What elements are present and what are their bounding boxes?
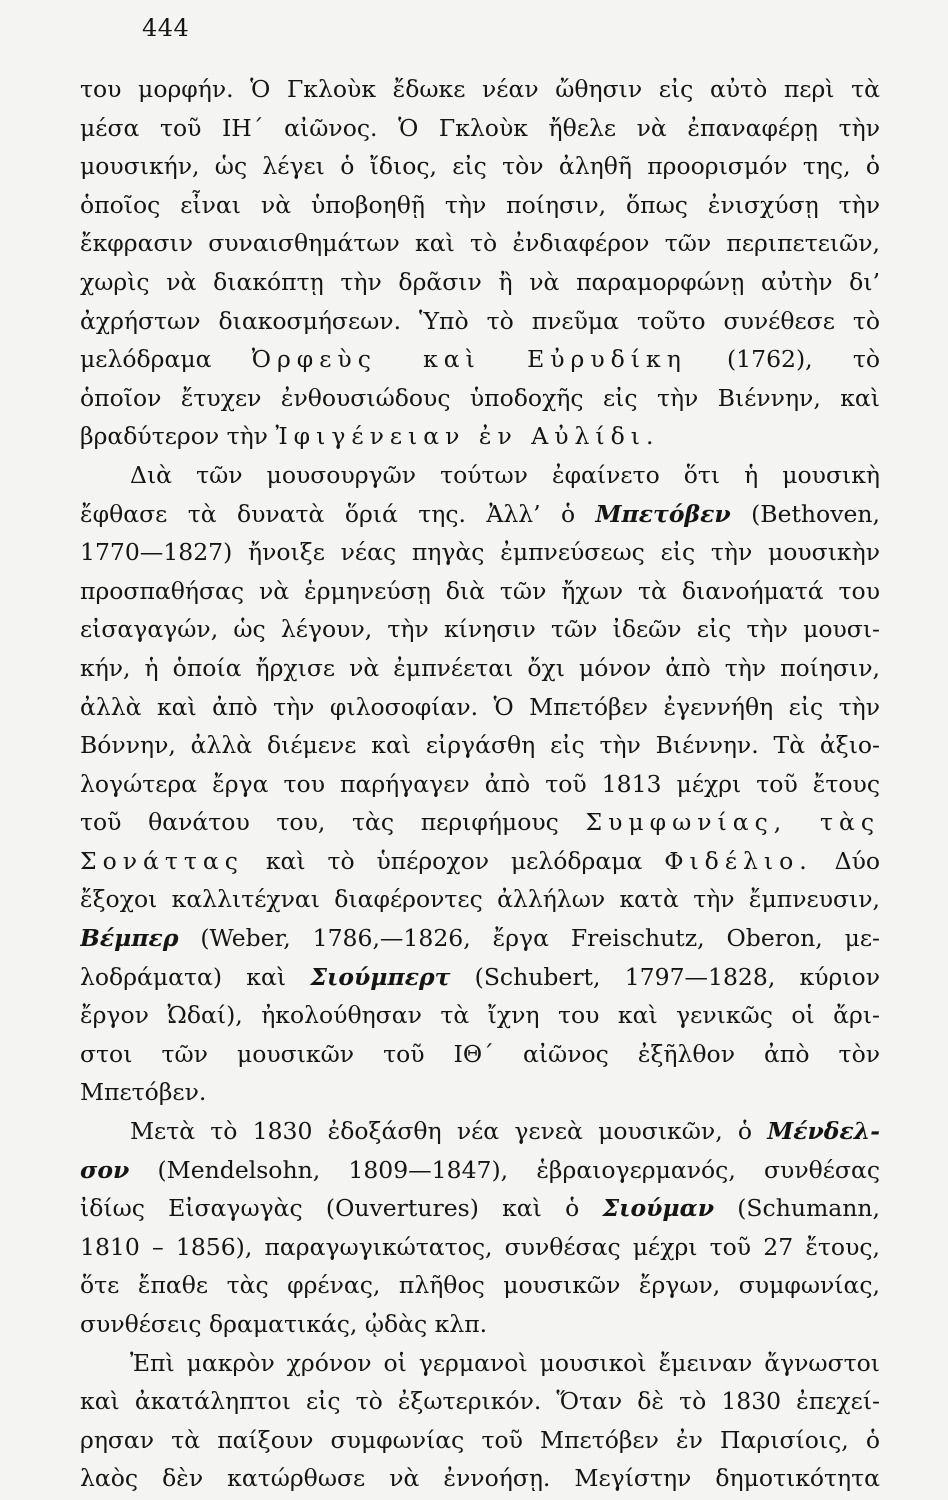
text-line	[80, 1382, 880, 1421]
text-line	[80, 1112, 880, 1151]
text-body	[80, 70, 880, 1498]
text-line	[80, 70, 880, 109]
text-run: ἔκφρασιν συναισθημάτων καὶ τὸ ἐνδιαφέρον τῶν περιπετειῶν,	[80, 229, 880, 258]
text-line	[80, 147, 880, 186]
spaced-title: Σονάττας	[80, 846, 244, 875]
text-run: (Mendelsohn, 1809—1847), ἑβραιογερμανός, συνθέσας	[129, 1155, 880, 1184]
text-line	[80, 842, 880, 881]
text-run: ρησαν τὰ παίξουν συμφωνίας τοῦ Μπετόβεν ἐν Παρισίοις, ὁ	[80, 1425, 880, 1454]
text-line	[80, 1421, 880, 1460]
text-run: του μορφήν. Ὁ Γκλοὺκ ἔδωκε νέαν ὤθησιν εἰς αὐτὸ περὶ τὰ	[80, 75, 880, 103]
text-line	[80, 379, 880, 418]
bold-name: Σιούμπερτ	[310, 962, 451, 991]
text-line	[80, 533, 880, 572]
text-line	[80, 1266, 880, 1305]
text-run: βραδύτερον τὴν	[80, 422, 276, 451]
text-line	[80, 263, 880, 302]
text-line	[80, 649, 880, 688]
text-line	[80, 919, 880, 958]
text-run: λοδράματα) καὶ	[80, 962, 311, 991]
text-run: ἰδίως Εἰσαγωγὰς (Ouvertures) καὶ ὁ	[80, 1194, 603, 1223]
text-line	[80, 1189, 880, 1228]
text-line	[80, 1344, 880, 1383]
text-run: ὁποῖον ἔτυχεν ἐνθουσιώδους ὑποδοχῆς εἰς τὴν Βιέννην, καὶ	[80, 383, 880, 412]
text-run: στοι τῶν μουσικῶν τοῦ ΙΘ΄ αἰῶνος ἐξῆλθον ἀπὸ τὸν	[80, 1039, 880, 1068]
text-line	[80, 572, 880, 611]
text-run: Βόννην, ἀλλὰ διέμενε καὶ εἰργάσθη εἰς τὴν Βιέννην. Τὰ ἀξιο-	[80, 731, 880, 760]
text-line	[80, 109, 880, 148]
text-run: μέσα τοῦ ΙΗ΄ αἰῶνος. Ὁ Γκλοὺκ ἤθελε νὰ ἐπαναφέρῃ τὴν	[80, 113, 880, 142]
text-line	[80, 880, 880, 919]
text-run: καὶ τὸ ὑπέροχον μελόδραμα	[243, 846, 665, 875]
bold-name: Βέμπερ	[80, 924, 179, 953]
text-run: 1810 – 1856), παραγωγικώτατος, συνθέσας μέχρι τοῦ 27 ἔτους,	[80, 1232, 880, 1261]
text-line	[80, 1228, 880, 1267]
page-number: 444	[142, 14, 190, 42]
text-line	[80, 610, 880, 649]
text-line	[80, 302, 880, 341]
text-line	[80, 495, 880, 534]
text-line	[80, 1035, 880, 1074]
text-line	[80, 688, 880, 727]
text-run: Ἐπὶ μακρὸν χρόνον οἱ γερμανοὶ μουσικοὶ ἔμειναν ἄγνωστοι	[130, 1348, 880, 1377]
text-line	[80, 186, 880, 225]
text-run: ἔξοχοι καλλιτέχναι διαφέροντες ἀλλήλων κατὰ τὴν ἔμπνευσιν,	[80, 885, 880, 914]
bold-name: Σιούμαν	[602, 1194, 715, 1223]
text-run: (1762), τὸ	[686, 345, 880, 374]
text-line	[80, 1459, 880, 1498]
text-line	[80, 224, 880, 263]
text-run: Μπετόβεν.	[80, 1078, 207, 1107]
spaced-title: Ἰφιγένειαν ἐν Αὐλίδι.	[275, 422, 660, 451]
text-line	[80, 1305, 880, 1344]
text-line	[80, 456, 880, 495]
text-run: εἰσαγαγών, ὡς λέγουν, τὴν κίνησιν τῶν ἰδεῶν εἰς τὴν μουσι-	[80, 615, 880, 644]
text-run: 1770—1827) ἤνοιξε νέας πηγὰς ἐμπνεύσεως εἰς τὴν μουσικὴν	[80, 538, 880, 567]
text-line	[80, 340, 880, 379]
text-run: λογώτερα ἔργα του παρήγαγεν ἀπὸ τοῦ 1813 μέχρι τοῦ ἔτους	[80, 769, 880, 798]
text-run: μουσικήν, ὡς λέγει ὁ ἴδιος, εἰς τὸν ἀληθῆ προορισμόν της, ὁ	[80, 152, 880, 181]
text-run: ἔφθασε τὰ δυνατὰ ὅριά της. Ἀλλ’ ὁ	[80, 499, 596, 528]
text-line	[80, 958, 880, 997]
text-run: καὶ ἀκατάληπτοι εἰς τὸ ἐξωτερικόν. Ὅταν δὲ τὸ 1830 ἐπεχεί-	[80, 1387, 880, 1416]
text-run: Μετὰ τὸ 1830 ἐδοξάσθη νέα γενεὰ μουσικῶν, ὁ	[130, 1117, 768, 1146]
text-line	[80, 996, 880, 1035]
text-run: ὅτε ἔπαθε τὰς φρένας, πλῆθος μουσικῶν ἔργων, συμφωνίας,	[80, 1271, 880, 1300]
text-run: (Bethoven,	[730, 499, 880, 528]
spaced-title: Φιδέλιο.	[664, 846, 813, 875]
spaced-title: Ὀρφεὺς καὶ Εὐρυδίκη	[251, 345, 687, 374]
text-line	[80, 1073, 880, 1112]
text-run: προσπαθήσας νὰ ἑρμηνεύσῃ διὰ τῶν ἤχων τὰ διανοήματά του	[80, 576, 880, 605]
text-run: ἔργον Ὠδαί), ἠκολούθησαν τὰ ἴχνη του καὶ γενικῶς οἱ ἄρι-	[80, 1001, 880, 1030]
text-run: ἀχρήστων διακοσμήσεων. Ὑπὸ τὸ πνεῦμα τοῦτο συνέθεσε τὸ	[80, 306, 880, 335]
text-line	[80, 1151, 880, 1190]
text-run: ἀλλὰ καὶ ἀπὸ τὴν φιλοσοφίαν. Ὁ Μπετόβεν ἐγεννήθη εἰς τὴν	[80, 692, 880, 721]
text-run: κήν, ἡ ὁποία ἤρχισε νὰ ἐμπνέεται ὄχι μόνον ἀπὸ τὴν ποίησιν,	[80, 653, 880, 682]
text-run: Διὰ τῶν μουσουργῶν τούτων ἐφαίνετο ὅτι ἡ μουσικὴ	[130, 460, 880, 489]
text-run: συνθέσεις δραματικάς, ᾠδὰς κλπ.	[80, 1310, 488, 1338]
text-line	[80, 803, 880, 842]
text-line	[80, 726, 880, 765]
text-run: λαὸς δὲν κατώρθωσε νὰ ἐννοήσῃ. Μεγίστην δημοτικότητα	[80, 1464, 880, 1493]
text-run: μελόδραμα	[80, 345, 252, 374]
text-line	[80, 765, 880, 804]
bold-name: Μπετόβεν	[595, 499, 731, 528]
text-line	[80, 417, 880, 456]
text-run: Δύο	[812, 846, 880, 875]
text-run: (Schubert, 1797—1828, κύριον	[450, 962, 880, 991]
text-run: τοῦ θανάτου του, τὰς περιφήμους	[80, 808, 586, 837]
text-run: ὁποῖος εἶναι νὰ ὑποβοηθῇ τὴν ποίησιν, ὅπως ἐνισχύσῃ τὴν	[80, 190, 880, 219]
bold-name: σον	[80, 1155, 130, 1184]
text-run: χωρὶς νὰ διακόπτῃ τὴν δρᾶσιν ἢ νὰ παραμορφώνῃ αὐτὴν δι’	[80, 267, 880, 296]
bold-name: Μένδελ-	[767, 1117, 880, 1146]
text-run: (Weber, 1786,—1826, ἔργα Freischutz, Oberon, με-	[178, 924, 880, 953]
text-run: (Schumann,	[714, 1194, 880, 1223]
spaced-title: Συμφωνίας, τὰς	[585, 808, 880, 837]
